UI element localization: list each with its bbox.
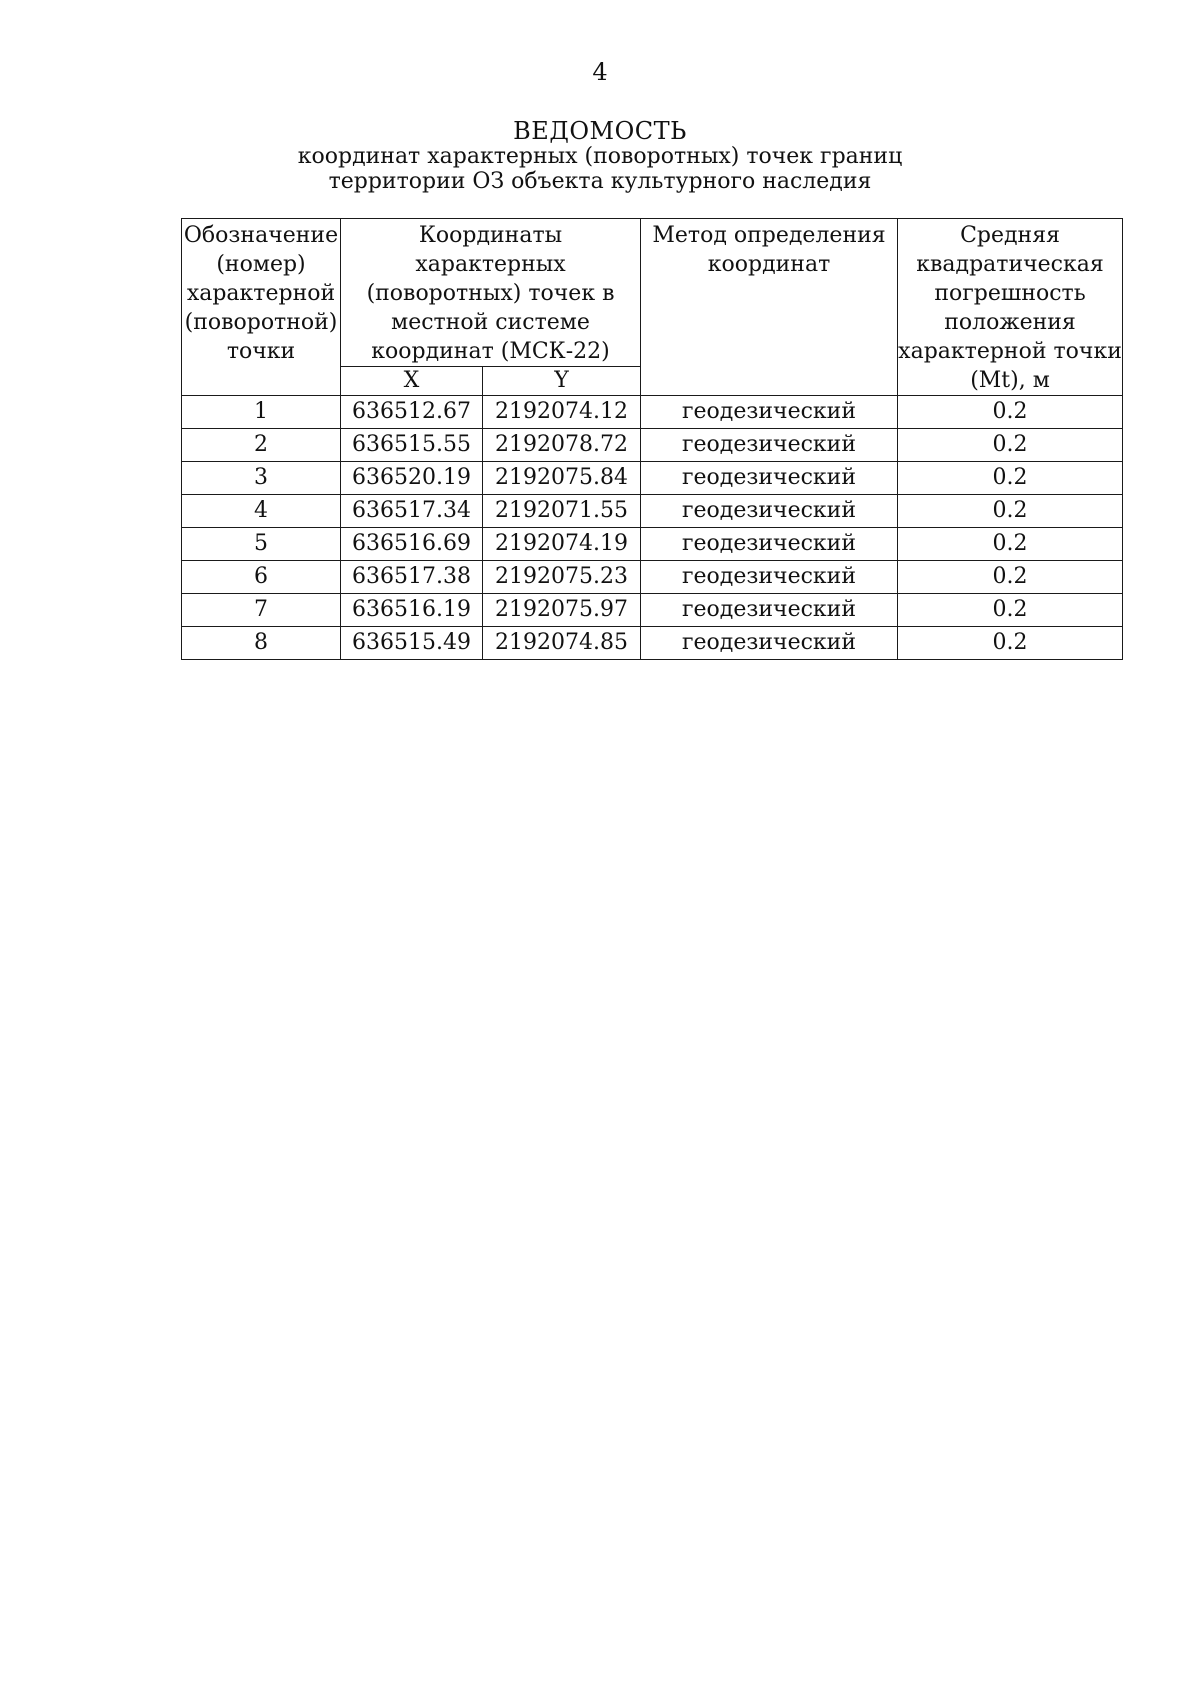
cell-mt: 0.2: [898, 396, 1123, 429]
cell-x: 636517.38: [341, 561, 483, 594]
cell-method: геодезический: [641, 561, 898, 594]
table-header-row: [182, 219, 1123, 367]
table-header: [182, 219, 1123, 396]
document-subtitle-line-2: территории ОЗ объекта культурного наследия: [328, 169, 872, 194]
table-row: [182, 396, 1123, 429]
cell-x: 636515.55: [341, 429, 483, 462]
cell-point-number: 2: [182, 429, 341, 462]
cell-method: геодезический: [641, 429, 898, 462]
page-number: 4: [592, 58, 608, 86]
cell-point-number: 4: [182, 495, 341, 528]
table-row: [182, 627, 1123, 660]
cell-x: 636512.67: [341, 396, 483, 429]
cell-x: 636517.34: [341, 495, 483, 528]
document-subtitle-line-1: координат характерных (поворотных) точек границ: [297, 144, 903, 169]
cell-point-number: 1: [182, 396, 341, 429]
header-y: Y: [483, 367, 641, 396]
cell-y: 2192075.23: [483, 561, 641, 594]
cell-mt: 0.2: [898, 561, 1123, 594]
title-block: [0, 118, 1200, 194]
table-row: [182, 462, 1123, 495]
table-row: [182, 561, 1123, 594]
cell-y: 2192071.55: [483, 495, 641, 528]
cell-point-number: 6: [182, 561, 341, 594]
cell-method: геодезический: [641, 462, 898, 495]
cell-y: 2192075.97: [483, 594, 641, 627]
cell-mt: 0.2: [898, 627, 1123, 660]
cell-y: 2192074.85: [483, 627, 641, 660]
cell-method: геодезический: [641, 396, 898, 429]
cell-mt: 0.2: [898, 495, 1123, 528]
header-point-designation: Обозначение (номер) характерной (поворотной) точки: [182, 219, 341, 396]
cell-y: 2192075.84: [483, 462, 641, 495]
cell-x: 636520.19: [341, 462, 483, 495]
cell-point-number: 3: [182, 462, 341, 495]
header-mean-square-error: Средняя квадратическая погрешность положения характерной точки (Mt), м: [898, 219, 1123, 396]
cell-y: 2192078.72: [483, 429, 641, 462]
table-row: [182, 429, 1123, 462]
cell-mt: 0.2: [898, 594, 1123, 627]
cell-x: 636516.69: [341, 528, 483, 561]
cell-mt: 0.2: [898, 429, 1123, 462]
coordinates-table: [181, 218, 1123, 660]
cell-mt: 0.2: [898, 528, 1123, 561]
table-row: [182, 594, 1123, 627]
header-x: X: [341, 367, 483, 396]
cell-y: 2192074.12: [483, 396, 641, 429]
cell-point-number: 8: [182, 627, 341, 660]
cell-point-number: 7: [182, 594, 341, 627]
cell-mt: 0.2: [898, 462, 1123, 495]
cell-method: геодезический: [641, 495, 898, 528]
table-row: [182, 495, 1123, 528]
cell-x: 636516.19: [341, 594, 483, 627]
cell-y: 2192074.19: [483, 528, 641, 561]
cell-method: геодезический: [641, 594, 898, 627]
table-body: [182, 396, 1123, 660]
cell-method: геодезический: [641, 528, 898, 561]
header-method: Метод определения координат: [641, 219, 898, 396]
cell-method: геодезический: [641, 627, 898, 660]
cell-point-number: 5: [182, 528, 341, 561]
header-coordinates: Координаты характерных (поворотных) точек в местной системе координат (МСК-22): [341, 219, 641, 367]
table-row: [182, 528, 1123, 561]
document-title: ВЕДОМОСТЬ: [513, 117, 687, 145]
cell-x: 636515.49: [341, 627, 483, 660]
